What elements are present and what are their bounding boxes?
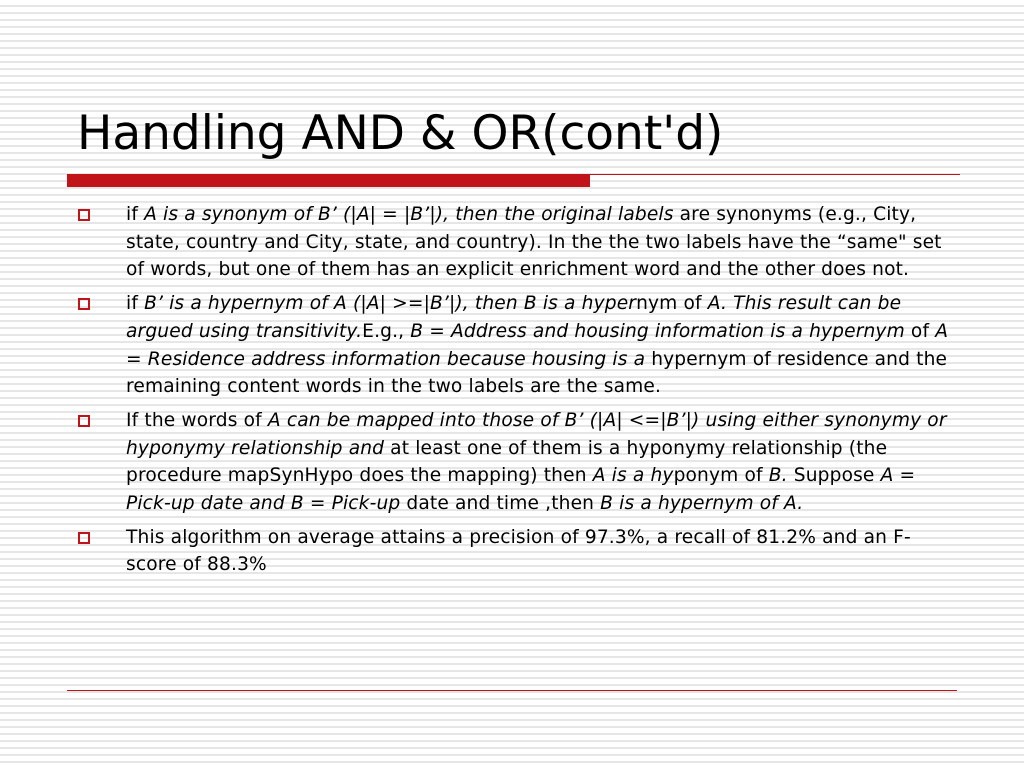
text-run: If the words of bbox=[126, 409, 268, 431]
text-run: if bbox=[126, 204, 145, 225]
text-run: date and time ,then bbox=[400, 493, 601, 515]
text-run-italic: A is a hy bbox=[592, 465, 674, 487]
bullet-text bbox=[126, 290, 955, 401]
text-run-italic: A can be mapped into those of B’ (|A| <=|B’|) using either synonymy or hyponymy relationship and bbox=[126, 409, 947, 459]
bullet-text bbox=[126, 201, 955, 284]
text-run: ponym of bbox=[673, 465, 769, 487]
bullet-item bbox=[75, 201, 955, 284]
text-run: if bbox=[126, 293, 145, 315]
bullet-text bbox=[126, 524, 955, 579]
hollow-square-bullet-icon bbox=[78, 209, 90, 221]
text-run: This algorithm on average attains a precision of 97.3%, a recall of 81.2% and an F-score of 88.3% bbox=[126, 526, 911, 576]
text-run-italic: A is a synonym of B’ (|A| = |B’|), then the original labels bbox=[144, 204, 674, 225]
bullet-item bbox=[75, 290, 955, 401]
hollow-square-bullet-icon bbox=[78, 298, 90, 310]
bullet-item bbox=[75, 524, 955, 579]
text-run: at least one of them is a hyponymy relationship (the procedure mapSynHypo does the mapping) then bbox=[126, 437, 888, 487]
text-run-italic: A = Residence address information because housing is a bbox=[126, 320, 949, 370]
text-run-italic: B. bbox=[768, 465, 788, 487]
bullet-item bbox=[75, 407, 955, 518]
text-run: are synonyms (e.g., City, state, country and City, state, and country). In the the two labels have the “same" set of words, but one of them has an explicit enrichment word and the other does not. bbox=[126, 204, 942, 281]
text-run: nym of bbox=[636, 293, 708, 315]
title-underline-accent-bar bbox=[67, 175, 590, 187]
hollow-square-bullet-icon bbox=[78, 415, 90, 427]
slide-title: Handling AND & OR(cont'd) bbox=[77, 106, 724, 161]
text-run-italic: B is a hypernym of A. bbox=[600, 493, 804, 515]
text-run-italic: A = Pick-up date and B = Pick-up bbox=[126, 465, 916, 515]
text-run: hypernym of residence and the remaining content words in the two labels are the same. bbox=[126, 348, 948, 398]
text-run-italic: B = Address and housing information is a hypernym bbox=[410, 320, 905, 342]
text-run-italic: A. This result can be argued using transitivity. bbox=[126, 293, 902, 342]
bullet-text bbox=[126, 407, 955, 518]
text-run: of bbox=[904, 320, 936, 342]
text-run: E.g., bbox=[362, 320, 411, 342]
text-run-italic: B’ is a hypernym of A (|A| >=|B’|), then B is a hyper bbox=[144, 293, 637, 315]
bullet-list bbox=[75, 201, 955, 585]
hollow-square-bullet-icon bbox=[78, 532, 90, 544]
footer-divider bbox=[67, 690, 957, 691]
text-run: Suppose bbox=[787, 465, 881, 487]
